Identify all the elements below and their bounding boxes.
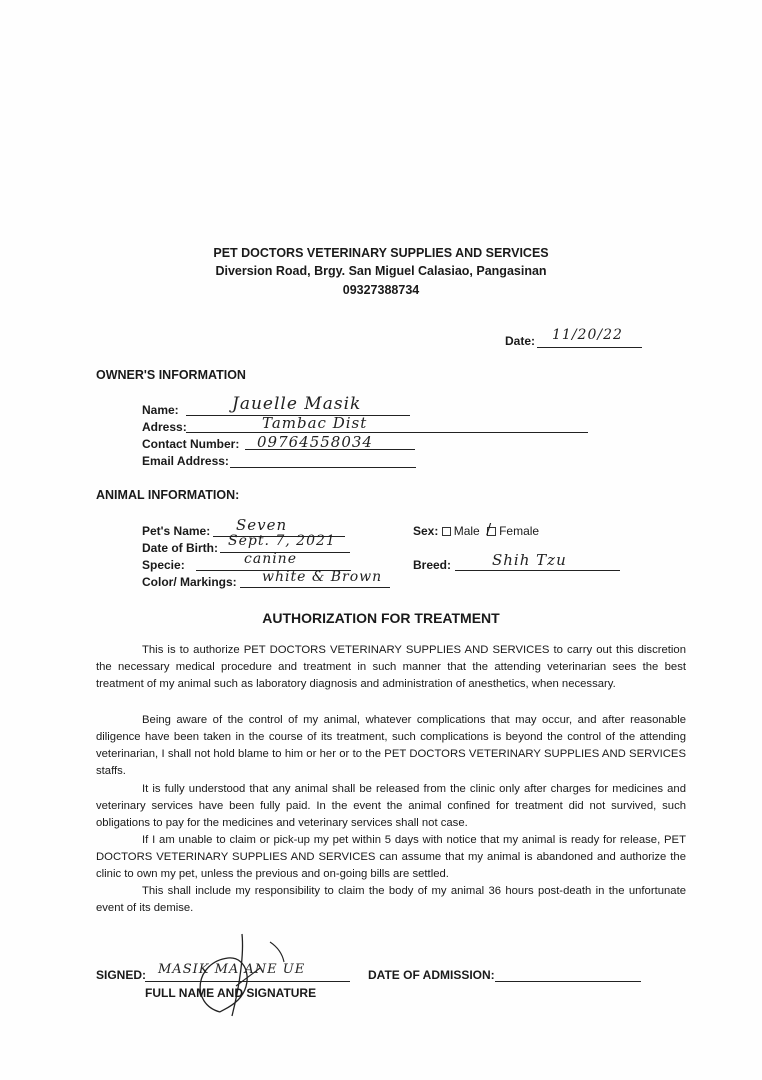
signed-label: SIGNED: bbox=[96, 968, 147, 982]
date-value: 11/20/22 bbox=[552, 327, 623, 343]
color-label: Color/ Markings: bbox=[142, 575, 237, 589]
sex-female-option[interactable] bbox=[483, 520, 540, 538]
admission-date-label: DATE OF ADMISSION: bbox=[368, 968, 495, 982]
specie-label: Specie: bbox=[142, 558, 185, 572]
owner-name-label: Name: bbox=[142, 403, 179, 417]
pet-name-value: Seven bbox=[236, 516, 288, 534]
admission-date-line bbox=[495, 981, 641, 982]
owner-contact-label: Contact Number: bbox=[142, 437, 240, 451]
owner-email-label: Email Address: bbox=[142, 454, 229, 468]
owner-section-title: OWNER'S INFORMATION bbox=[96, 368, 246, 382]
owner-email-line bbox=[230, 467, 416, 468]
authorization-paragraph-2: Being aware of the control of my animal, whatever complications that may occur, and after reasonable diligence have been taken in the course of its treatment, such complications is beyond the control of the attending veterinarian, I shall not hold blame to him or her or to the PET DOCTORS VETERINARY SUPPLIES AND SERVICES staffs. bbox=[96, 714, 686, 777]
sex-field bbox=[413, 520, 540, 538]
sex-male-label: Male bbox=[453, 524, 480, 538]
authorization-paragraph-4: If I am unable to claim or pick-up my pet within 5 days with notice that my animal is ready for release, PET DOCTORS VETERINARY SUPPLIES AND SERVICES can assume that my animal is abandoned and authorize the clinic to own my pet, unless the previous and on-going bills are settled. bbox=[96, 834, 686, 880]
authorization-paragraph-1: This is to authorize PET DOCTORS VETERINARY SUPPLIES AND SERVICES to carry out this discretion the necessary medical procedure and treatment in such manner that the attending veterinarian sees the best treatment of my animal such as laboratory diagnosis and administration of anesthetics, when necessary. bbox=[96, 644, 686, 690]
signature-caption: FULL NAME AND SIGNATURE bbox=[145, 986, 317, 1000]
pet-name-label: Pet's Name: bbox=[142, 524, 211, 538]
animal-section-title: ANIMAL INFORMATION: bbox=[96, 488, 240, 502]
business-address: Diversion Road, Brgy. San Miguel Calasiao, Pangasinan bbox=[215, 264, 547, 278]
dob-value: Sept. 7, 2021 bbox=[228, 533, 336, 549]
color-line bbox=[240, 587, 390, 588]
owner-address-value: Tambac Dist bbox=[262, 414, 368, 432]
owner-address-line bbox=[186, 432, 588, 433]
breed-line bbox=[455, 570, 620, 571]
signature-scribble bbox=[150, 924, 300, 1024]
date-line bbox=[537, 347, 642, 348]
authorization-paragraph-3: It is fully understood that any animal shall be released from the clinic only after charges for medicines and veterinary services have been fully paid. In the event the animal confined for treatment did not survived, such obligations to pay for the medicines and veterinary services shall not case. bbox=[96, 783, 686, 829]
sex-female-label: Female bbox=[499, 524, 540, 538]
date-label: Date: bbox=[505, 334, 536, 348]
breed-label: Breed: bbox=[413, 558, 452, 572]
female-check-mark: / bbox=[486, 520, 492, 538]
sex-label: Sex: bbox=[413, 524, 439, 538]
sex-male-checkbox[interactable] bbox=[442, 527, 451, 536]
dob-label: Date of Birth: bbox=[142, 541, 218, 555]
signature-name-value: MASIK MA ANE UE bbox=[158, 962, 306, 977]
breed-value: Shih Tzu bbox=[492, 551, 567, 569]
specie-value: canine bbox=[244, 551, 297, 567]
business-phone: 09327388734 bbox=[342, 283, 420, 297]
color-value: white & Brown bbox=[262, 569, 383, 585]
owner-contact-value: 09764558034 bbox=[257, 433, 373, 451]
owner-address-label: Adress: bbox=[142, 420, 187, 434]
owner-name-value: Jauelle Masik bbox=[232, 394, 362, 414]
authorization-title: AUTHORIZATION FOR TREATMENT bbox=[262, 610, 500, 626]
business-name: PET DOCTORS VETERINARY SUPPLIES AND SERVICES bbox=[213, 246, 549, 260]
authorization-paragraph-5: This shall include my responsibility to claim the body of my animal 36 hours post-death in the unfortunate event of its demise. bbox=[96, 885, 686, 914]
